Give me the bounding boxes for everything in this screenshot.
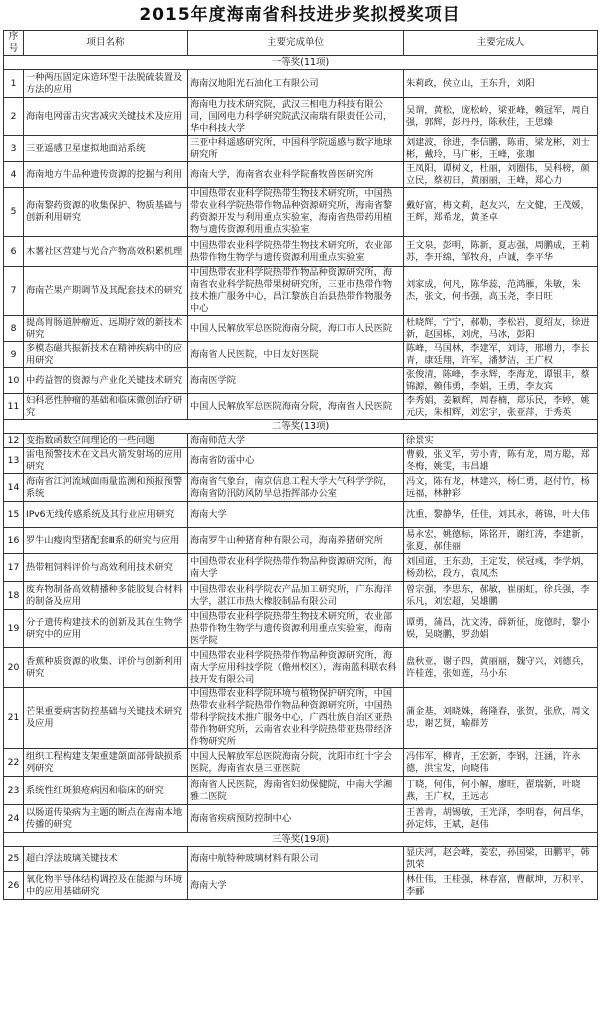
cell-project-name: 木薯社区营建与光合产物高效积累机理 (24, 237, 188, 267)
cell-no: 22 (4, 749, 24, 777)
cell-no: 26 (4, 872, 24, 900)
cell-person: 冯伟军，柳青，王宏新，李钢，汪涵，许永德，洪宝发，向晓伟 (404, 749, 598, 777)
cell-unit: 中国热带农业科学院热带作物品种资源研究所，海南省农业科学院热带果树研究所，三亚市热带作物技术推广服务中心，昌江黎族自治县热带作物服务中心 (188, 267, 404, 316)
cell-no: 8 (4, 316, 24, 342)
cell-person: 冯文，陈有龙，林建兴，杨仁勇，赵付竹，杨远福，林翀彩 (404, 474, 598, 502)
cell-person: 刘建波，徐进，李信鹏，陈甫，梁龙彬，刘士彬，戴玲，马广彬，王峰，张珈 (404, 136, 598, 162)
cell-person: 谭勇，蒲昌，沈文涛，薛新征，庞德时，黎小娱，吴晓鹏，罗劲娟 (404, 610, 598, 648)
cell-project-name: 三亚遥感卫星虚拟地面站系统 (24, 136, 188, 162)
table-row (4, 188, 598, 237)
section-row (4, 420, 598, 434)
cell-project-name: 罗牛山瘦肉型猪配套Ⅲ系的研究与应用 (24, 528, 188, 554)
section-label: 二等奖(13项) (4, 420, 598, 434)
cell-no: 12 (4, 434, 24, 448)
table-header-row (4, 31, 598, 56)
cell-unit: 海南省人民医院，中日友好医院 (188, 342, 404, 368)
table-row (4, 777, 598, 805)
cell-project-name: 雷电预警技术在文昌火箭发射场的应用研究 (24, 448, 188, 474)
cell-unit: 中国热带农业科学院热带生物技术研究所，中国热带农业科学院热带作物品种资源研究所，海南省黎药资源开发与利用重点实验室，海南省热带药用植物与遗传资源利用重点实验室 (188, 188, 404, 237)
cell-project-name: 海南芒果产期调节及其配套技术的研究 (24, 267, 188, 316)
cell-project-name: 海南地方牛品种遗传资源的挖掘与利用 (24, 162, 188, 188)
cell-person: 刘家成，何凡，陈华蕊，范鸿雁，朱敏，朱杰，张文，何书强，高玉尧，李日旺 (404, 267, 598, 316)
cell-unit: 海南电力技术研究院，武汉三相电力科技有限公司，国网电力科学研究院武汉南瑞有限责任公司，华中科技大学 (188, 98, 404, 136)
cell-no: 4 (4, 162, 24, 188)
table-row (4, 528, 598, 554)
cell-project-name: 香蕉种质资源的收集、评价与创新利用研究 (24, 648, 188, 688)
cell-unit: 中国热带农业科学院环境与植物保护研究所，中国热带农业科学院热带作物品种资源研究所，中国热带科学院技术推广服务中心，广西壮族自治区亚热带作物研究所，云南省农业科学院热带亚热带经济作物研究所 (188, 688, 404, 749)
cell-project-name: 多模态磁共振新技术在精神疾病中的应用研究 (24, 342, 188, 368)
header-no: 序号 (4, 31, 24, 56)
cell-no: 23 (4, 777, 24, 805)
cell-project-name: 海南电网雷击灾害减灾关键技术及应用 (24, 98, 188, 136)
award-table (3, 30, 598, 900)
section-label: 一等奖(11项) (4, 56, 598, 70)
table-row (4, 136, 598, 162)
cell-no: 10 (4, 368, 24, 394)
table-row (4, 316, 598, 342)
cell-unit: 海南中航特种玻璃材料有限公司 (188, 847, 404, 872)
cell-project-name: 一种两压固定床造环型干法脱硫装置及方法的应用 (24, 70, 188, 98)
cell-no: 13 (4, 448, 24, 474)
table-row (4, 267, 598, 316)
cell-project-name: 超白浮法玻璃关键技术 (24, 847, 188, 872)
cell-person: 曹毅，张义军，劳小青，陈有龙，周方聪，郑冬梅，姚雯，韦昌雄 (404, 448, 598, 474)
cell-project-name: 中药益智的资源与产业化关键技术研究 (24, 368, 188, 394)
cell-person: 沈重，黎静华，任佳，刘其永，蒋锦，叶大伟 (404, 502, 598, 528)
cell-no: 17 (4, 554, 24, 582)
cell-project-name: 海南省江河流域面雨量监测和预报预警系统 (24, 474, 188, 502)
cell-unit: 中国热带农业科学院热带生物技术研究所，农业部热带作物生物学与遗传资源利用重点实验室 (188, 237, 404, 267)
cell-project-name: 组织工程构建支架重建颌面部骨缺损系列研究 (24, 749, 188, 777)
table-row (4, 162, 598, 188)
section-label: 三等奖(19项) (4, 833, 598, 847)
cell-person: 盘秋亚，谢子四，黄丽丽，魏守兴，刘德兵，许桂莲，张如莲，马小东 (404, 648, 598, 688)
cell-unit: 海南省疾病预防控制中心 (188, 805, 404, 833)
section-row (4, 56, 598, 70)
cell-no: 16 (4, 528, 24, 554)
cell-unit: 海南汉地阳光石油化工有限公司 (188, 70, 404, 98)
cell-no: 18 (4, 582, 24, 610)
cell-person: 朱莉政，侯立山，王东升，刘阳 (404, 70, 598, 98)
table-row (4, 847, 598, 872)
cell-person: 王善青，胡锡敏，王光泽，李明春，何昌华，孙定炜，王斌，赵伟 (404, 805, 598, 833)
cell-unit: 海南省气象台，南京信息工程大学大气科学学院，海南省防汛防风防旱总指挥部办公室 (188, 474, 404, 502)
cell-unit: 中国热带农业科学院热带作物品种资源研究所，海南大学应用科技学院（儋州校区），海南蓝科联农科技开发有限公司 (188, 648, 404, 688)
cell-person: 易永宏，姚德标，陈铭开，谢红涛，李建新，张夏，郝佳丽 (404, 528, 598, 554)
cell-project-name: 以肠道传染病为主题的断点在海南本地传播的研究 (24, 805, 188, 833)
cell-unit: 中国人民解放军总医院海南分院，海南省人民医院 (188, 394, 404, 420)
cell-unit: 中国热带农业科学院农产品加工研究所，广东海洋大学，湛江市热大橡胶制品有限公司 (188, 582, 404, 610)
cell-project-name: 系统性红斑狼疮病因和临床的研究 (24, 777, 188, 805)
cell-unit: 中国人民解放军总医院海南分院，沈阳市红十字会医院，海南省农垦三亚医院 (188, 749, 404, 777)
cell-no: 5 (4, 188, 24, 237)
cell-unit: 海南医学院 (188, 368, 404, 394)
table-body (4, 56, 598, 900)
cell-unit: 海南师范大学 (188, 434, 404, 448)
table-row (4, 648, 598, 688)
cell-no: 6 (4, 237, 24, 267)
header-person: 主要完成人 (404, 31, 598, 56)
cell-project-name: 妇科恶性肿瘤的基础和临床微创治疗研究 (24, 394, 188, 420)
cell-unit: 三亚中科遥感研究所，中国科学院遥感与数字地球研究所 (188, 136, 404, 162)
header-unit: 主要完成单位 (188, 31, 404, 56)
cell-project-name: 变指数函数空间理论的一些问题 (24, 434, 188, 448)
table-row (4, 98, 598, 136)
table-row (4, 342, 598, 368)
cell-unit: 海南大学 (188, 502, 404, 528)
cell-person: 显庆河，赵会峰，姜宏，孙国梁，田鹏平，韩凯荣 (404, 847, 598, 872)
cell-no: 2 (4, 98, 24, 136)
cell-unit: 海南省人民医院，海南省妇幼保健院，中南大学湘雅二医院 (188, 777, 404, 805)
cell-person: 张俊清，陈峰，李永辉，李海龙，谭银丰，蔡锦源，赖伟勇，李娟，王勇，李友宾 (404, 368, 598, 394)
document-title: 2015年度海南省科技进步奖拟授奖项目 (139, 5, 461, 25)
cell-no: 25 (4, 847, 24, 872)
cell-no: 24 (4, 805, 24, 833)
cell-person: 蒲金基，刘晓姝，蒋隆春，张贺，张欣，周文忠，谢艺贤，喻群芳 (404, 688, 598, 749)
cell-person: 王凤阳，谭树义，杜丽，刘圈伟，吴科榜，颜立民，蔡初日，黄丽丽，王峰，郑心力 (404, 162, 598, 188)
cell-project-name: 氧化物半导体结构调控及在能源与环境中的应用基础研究 (24, 872, 188, 900)
cell-unit: 海南大学 (188, 872, 404, 900)
cell-no: 1 (4, 70, 24, 98)
table-row (4, 434, 598, 448)
cell-unit: 中国热带农业科学院热带生物技术研究所，农业部热带作物生物学与遗传资源利用重点实验室，海南医学院 (188, 610, 404, 648)
cell-unit: 海南罗牛山种猪育种有限公司，海南养猪研究所 (188, 528, 404, 554)
cell-person: 戴好富，梅文莉，赵友兴，左文健，王茂媛，王辉，郑希龙，黄圣卓 (404, 188, 598, 237)
cell-person: 刘国道，王东劲，王定发，侯冠彧，李学炳，杨劲松，段方，袁凤杰 (404, 554, 598, 582)
cell-no: 9 (4, 342, 24, 368)
cell-unit: 中国热带农业科学院热带作物品种资源研究所，海南大学 (188, 554, 404, 582)
table-row (4, 749, 598, 777)
cell-no: 19 (4, 610, 24, 648)
table-row (4, 582, 598, 610)
table-row (4, 805, 598, 833)
cell-project-name: 废弃物制备高效精播种多能胶复合材料的制备及应用 (24, 582, 188, 610)
table-row (4, 394, 598, 420)
cell-person: 林仕伟，王桂强，林春富，曹献坤，万积平，李郦 (404, 872, 598, 900)
table-row (4, 474, 598, 502)
table-row (4, 502, 598, 528)
section-row (4, 833, 598, 847)
cell-project-name: 热带粗饲料评价与高效利用技术研究 (24, 554, 188, 582)
header-project-name: 项目名称 (24, 31, 188, 56)
cell-person: 曾宗强，李思东，郝敏，崔丽虹，徐兵强，李乐凡，刘宏超，吴雄鹏 (404, 582, 598, 610)
cell-unit: 中国人民解放军总医院海南分院，海口市人民医院 (188, 316, 404, 342)
cell-project-name: 分子遗传构建技术的创新及其在生物学研究中的应用 (24, 610, 188, 648)
cell-person: 丁晓，何伟，何小解，廖旺，翟瑞新，叶晓燕，王广权，王远志 (404, 777, 598, 805)
cell-project-name: 海南黎药资源的收集保护、物质基础与创新利用研究 (24, 188, 188, 237)
cell-project-name: 提高胃肠道肿瘤近、远期疗效的新技术研究 (24, 316, 188, 342)
cell-unit: 海南省防雷中心 (188, 448, 404, 474)
cell-project-name: IPv6无线传感系统及其行业应用研究 (24, 502, 188, 528)
cell-person: 杜晓辉，宁宁，郝勒，李松岩，夏绍友，徐进新，赵国栋，刘虎，马冰，彭阳 (404, 316, 598, 342)
table-row (4, 237, 598, 267)
table-row (4, 872, 598, 900)
cell-project-name: 芒果重要病害防控基础与关键技术研究及应用 (24, 688, 188, 749)
cell-person: 陈峰，马国林，李建军，刘诗，邢增力，李长青，康廷翔，许军，潘梦洁，王广权 (404, 342, 598, 368)
cell-no: 21 (4, 688, 24, 749)
table-row (4, 70, 598, 98)
cell-person: 李秀娟，姜颖辉，周春楠，郑乐民，李婷，姚元庆，朱相辉，刘宏宇，张亚萍，于秀英 (404, 394, 598, 420)
cell-unit: 海南大学，海南省农业科学院畜牧兽医研究所 (188, 162, 404, 188)
cell-no: 11 (4, 394, 24, 420)
cell-no: 7 (4, 267, 24, 316)
table-row (4, 610, 598, 648)
cell-no: 20 (4, 648, 24, 688)
cell-person: 王文泉，彭明，陈新，夏志强，周鹏成，王莉苏，李开绵，邹牧舟，卢诚，李平华 (404, 237, 598, 267)
table-row (4, 448, 598, 474)
table-row (4, 368, 598, 394)
cell-no: 14 (4, 474, 24, 502)
cell-no: 15 (4, 502, 24, 528)
cell-person: 徐景实 (404, 434, 598, 448)
table-row (4, 554, 598, 582)
cell-no: 3 (4, 136, 24, 162)
cell-person: 吴谓，黄松，庞松岭，梁亚峰，赖冠军，周自强，郭辉，彭丹丹，陈秋佳，王思臻 (404, 98, 598, 136)
table-row (4, 688, 598, 749)
